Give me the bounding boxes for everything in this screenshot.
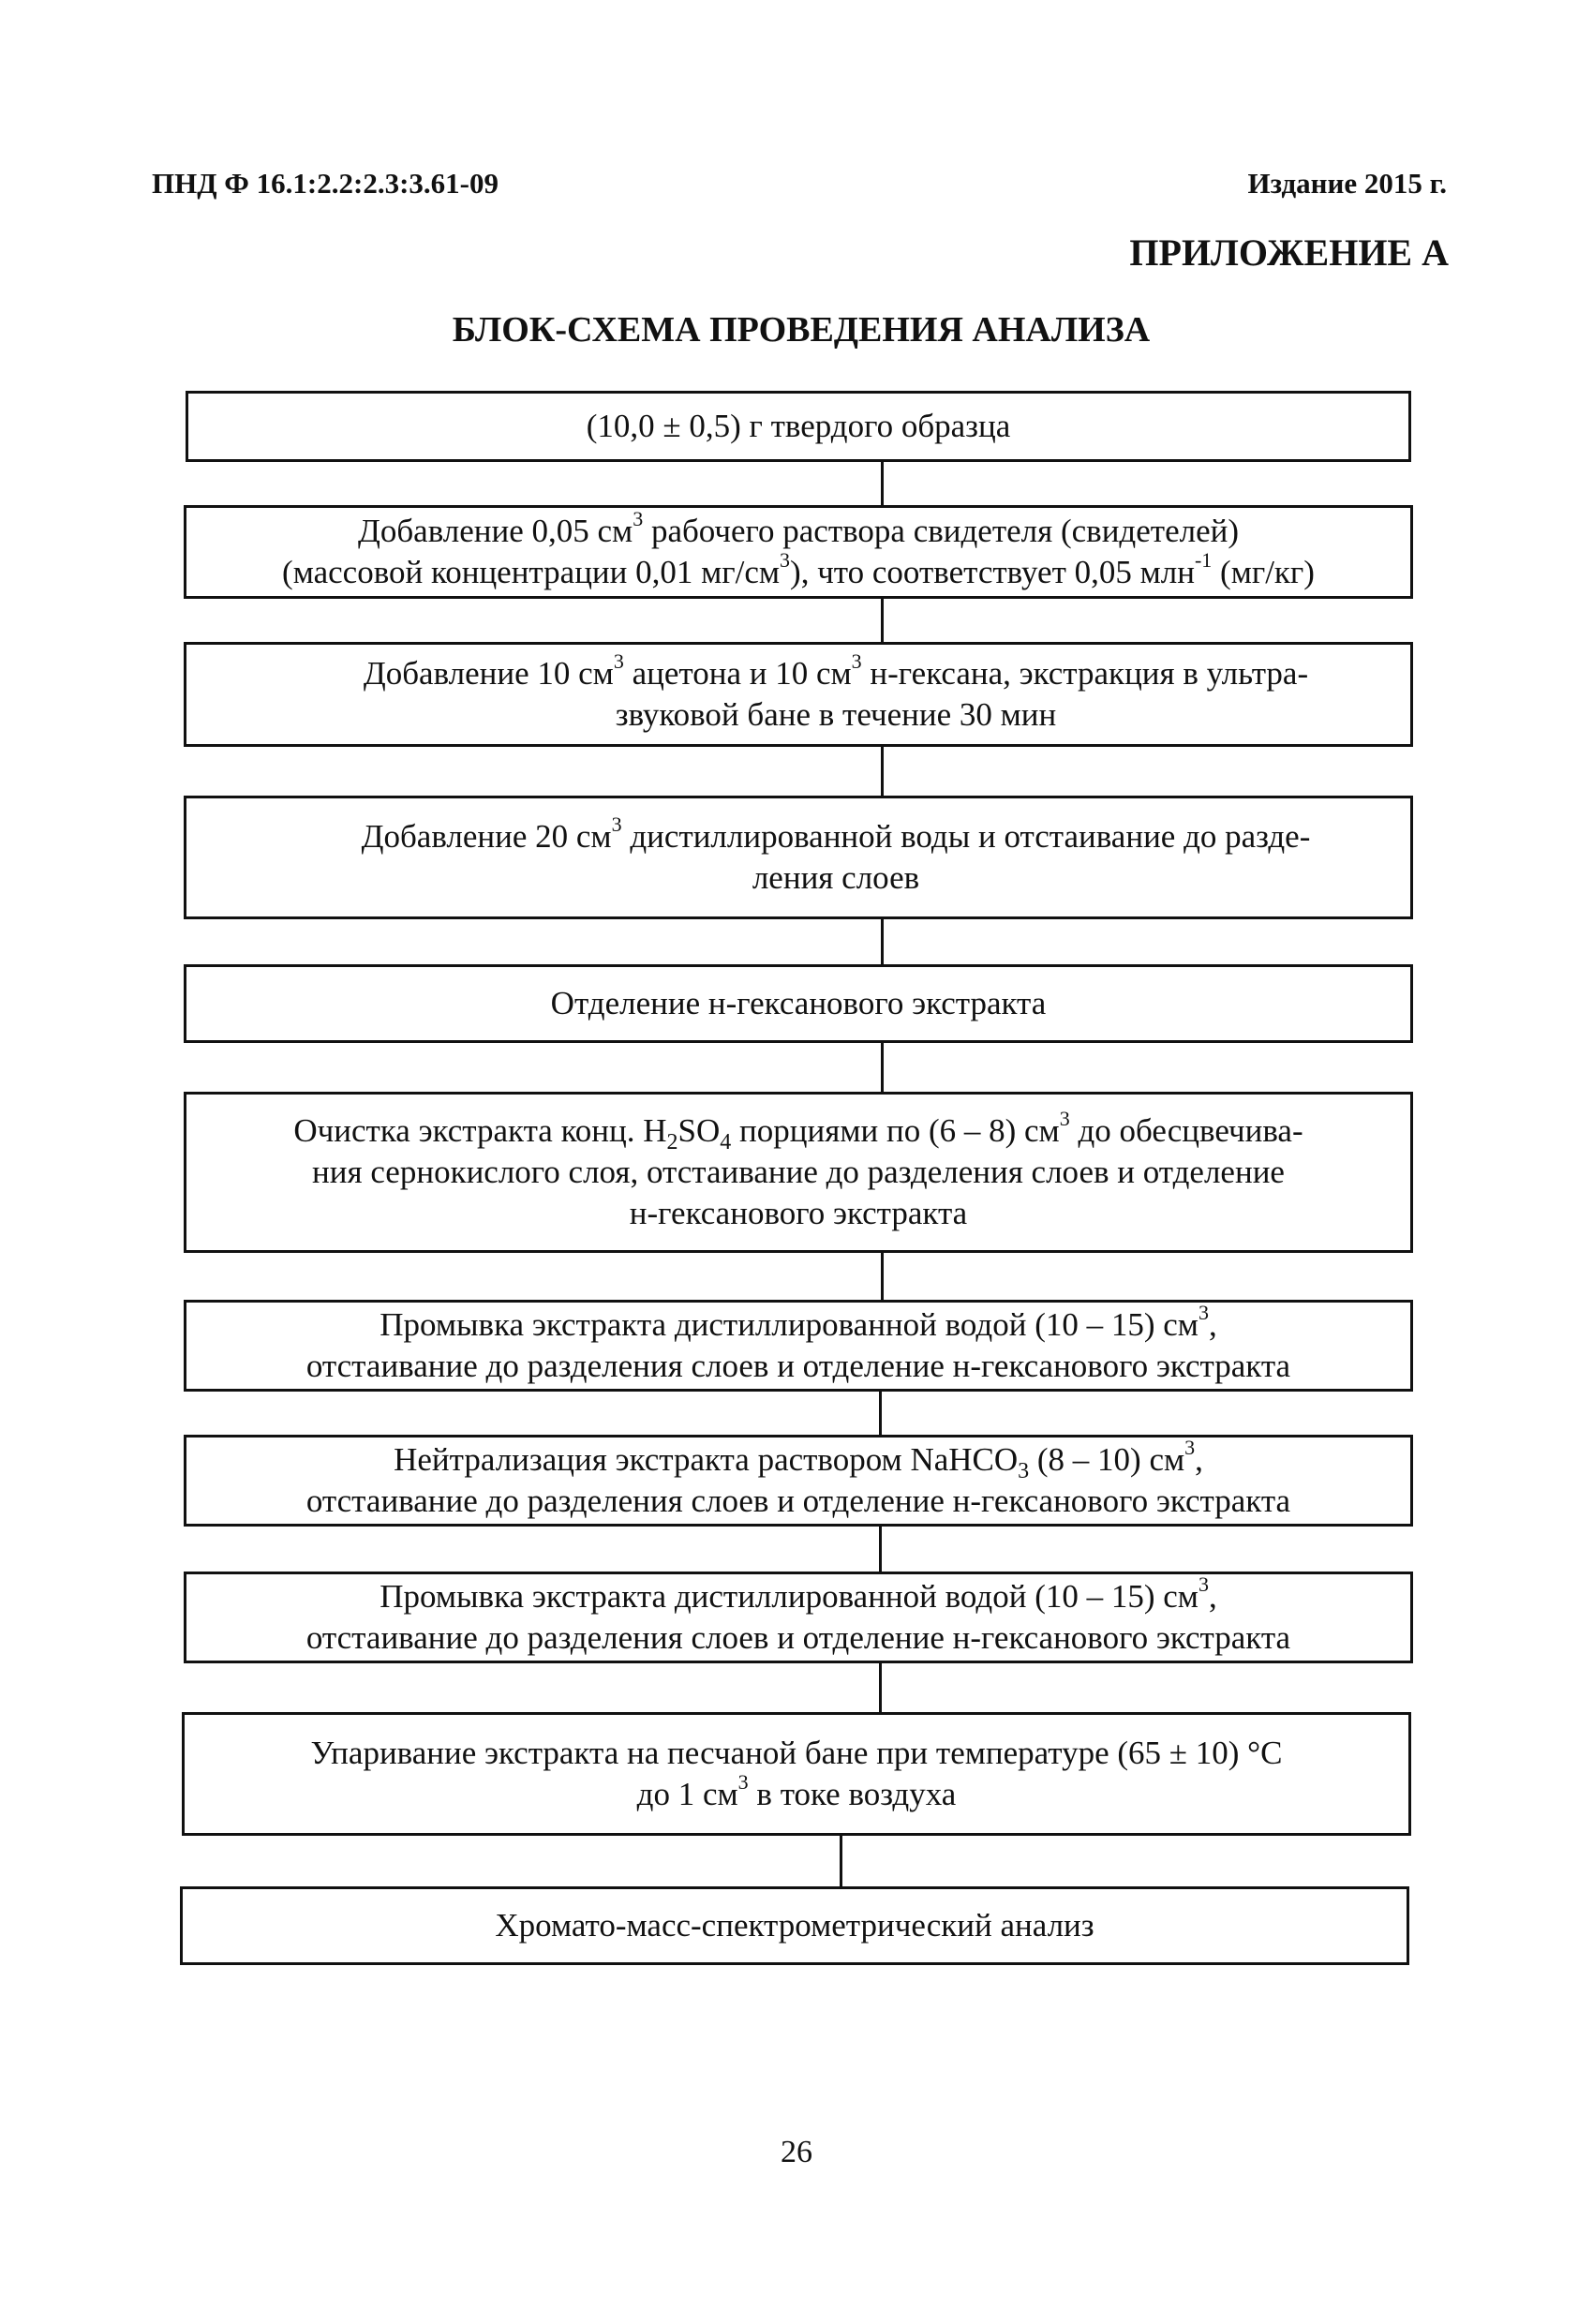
step-neutralization <box>184 1435 1413 1527</box>
flow-connector <box>840 1836 842 1886</box>
step-evaporation <box>182 1712 1411 1836</box>
flow-connector <box>881 1043 884 1092</box>
step-add-surrogate <box>184 505 1413 599</box>
step-water-wash-1 <box>184 1300 1413 1392</box>
step-text: Отделение н-гексанового экстракта <box>550 985 1047 1021</box>
step-text: Нейтрализация экстракта раствором NaHCO$_3$ (8 – 10) $см^3$, <box>394 1436 1203 1483</box>
flow-connector <box>881 462 884 505</box>
step-sample-mass <box>186 391 1411 462</box>
step-text: (массовой концентрации 0,01 $мг/см^3$), что соответствует 0,05 млн$^{-1}$ (мг/кг) <box>282 548 1315 590</box>
step-add-water <box>184 796 1413 919</box>
edition-label: Издание 2015 г. <box>1247 167 1447 200</box>
page-title: БЛОК-СХЕМА ПРОВЕДЕНИЯ АНАЛИЗА <box>452 310 1151 350</box>
step-acid-cleanup <box>184 1092 1413 1253</box>
step-gc-ms-analysis <box>180 1886 1409 1965</box>
flow-connector <box>881 599 884 642</box>
step-text: (10,0 ± 0,5) г твердого образца <box>586 408 1011 444</box>
document-code: ПНД Ф 16.1:2.2:2.3:3.61-09 <box>152 167 499 200</box>
flow-connector <box>881 747 884 796</box>
step-text: Промывка экстракта дистиллированной водой (10 – 15) $см^3$, <box>380 1572 1217 1615</box>
step-text: Добавление 0,05 $см^3$ рабочего раствора свидетеля (свидетелей) <box>358 507 1239 549</box>
step-text: Промывка экстракта дистиллированной водой (10 – 15) $см^3$, <box>380 1301 1217 1343</box>
step-text: звуковой бане в течение 30 мин <box>615 696 1057 733</box>
flow-connector <box>879 1527 882 1572</box>
step-water-wash-2 <box>184 1572 1413 1663</box>
page-number: 26 <box>781 2135 812 2169</box>
step-text: отстаивание до разделения слоев и отделение н-гексанового экстракта <box>305 1619 1291 1656</box>
flow-connector <box>881 1253 884 1300</box>
flow-connector <box>881 919 884 964</box>
step-text: н-гексанового экстракта <box>629 1195 968 1231</box>
step-text: ния сернокислого слоя, отстаивание до разделения слоев и отделение <box>312 1154 1285 1190</box>
step-extraction <box>184 642 1413 747</box>
flow-connector <box>879 1663 882 1712</box>
step-text: отстаивание до разделения слоев и отделение н-гексанового экстракта <box>305 1482 1291 1519</box>
step-text: отстаивание до разделения слоев и отделение н-гексанового экстракта <box>305 1348 1291 1384</box>
step-text: ления слоев <box>752 859 920 896</box>
step-separate-extract <box>184 964 1413 1043</box>
flow-connector <box>879 1392 882 1435</box>
appendix-label: ПРИЛОЖЕНИЕ А <box>1129 231 1449 274</box>
step-text: до 1 $см^3$ в токе воздуха <box>636 1770 957 1812</box>
step-text: Добавление 10 $см^3$ ацетона и 10 $см^3$ н-гексана, экстракция в ультра- <box>363 649 1309 692</box>
step-text: Очистка экстракта конц. $H_2SO_4$ порциями по (6 – 8) $см^3$ до обесцвечива- <box>293 1107 1303 1155</box>
step-text: Хромато-масс-спектрометрический анализ <box>495 1907 1094 1944</box>
step-text: Добавление 20 $см^3$ дистиллированной воды и отстаивание до разде- <box>361 812 1311 855</box>
step-text: Упаривание экстракта на песчаной бане при температуре (65 ± 10) °С <box>310 1735 1283 1771</box>
